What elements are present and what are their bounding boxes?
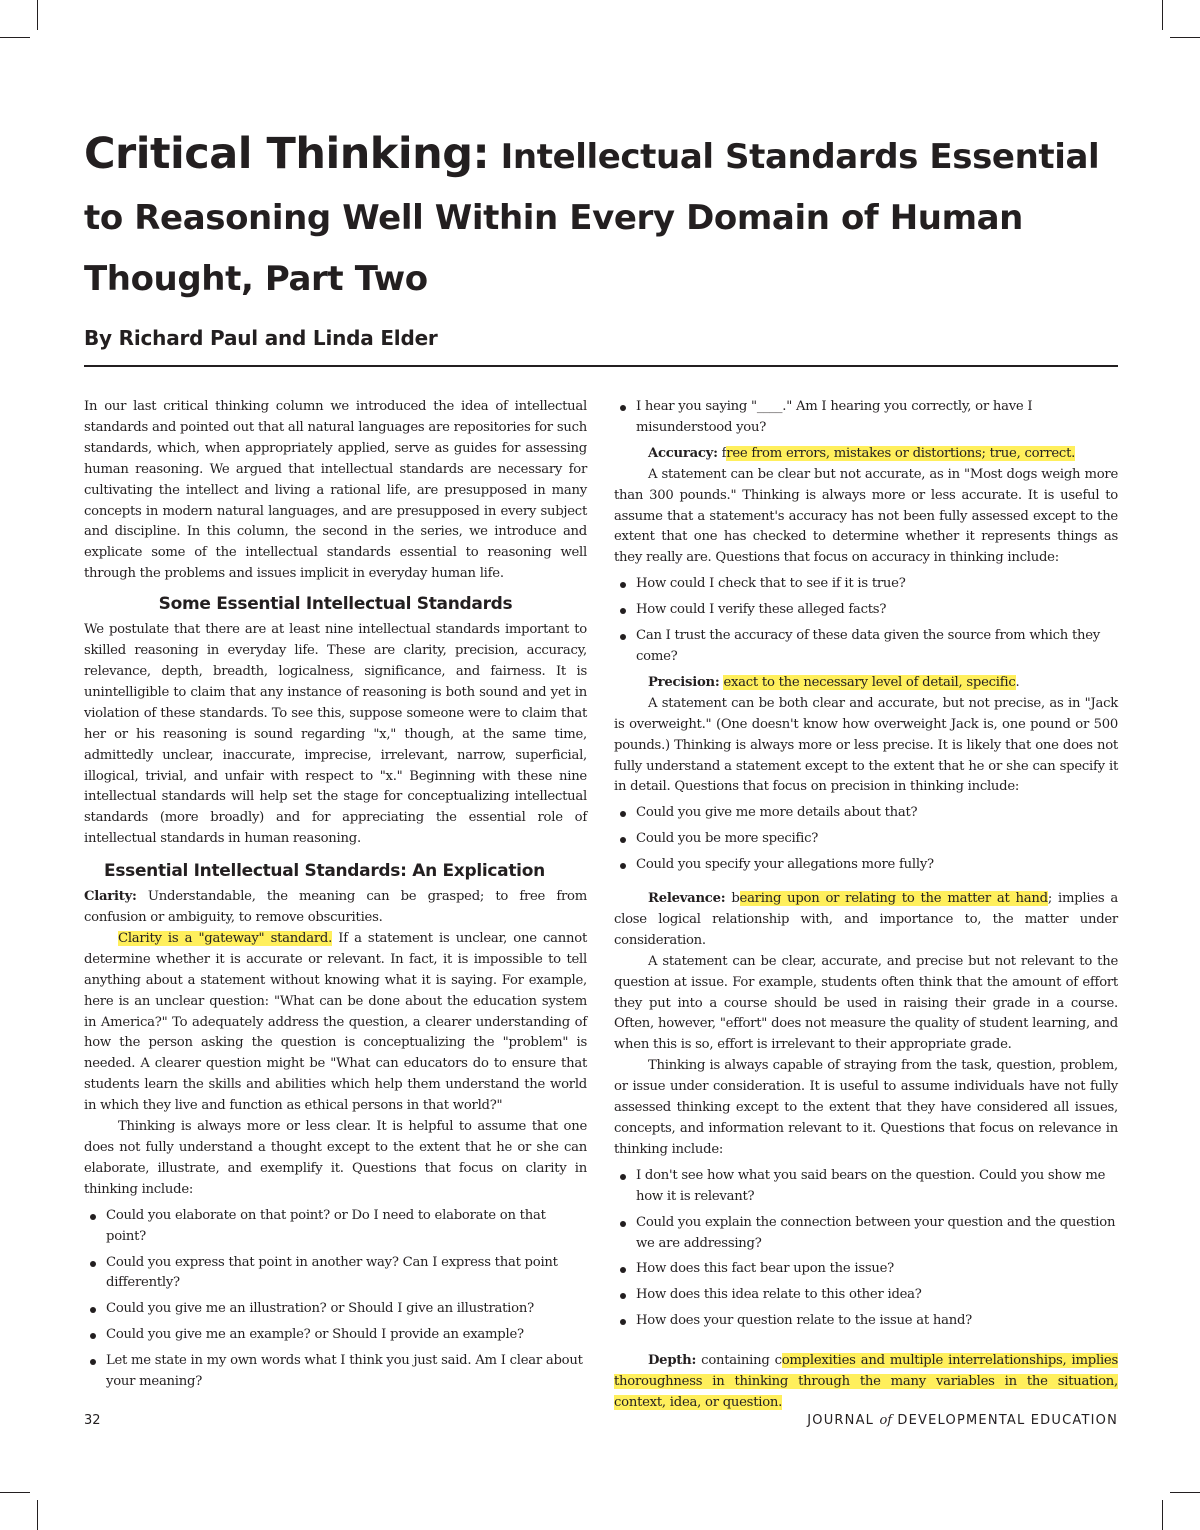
list-item: Could you specify your allegations more fully?: [614, 855, 1118, 876]
clarity-paragraph-2: Thinking is always more or less clear. It is helpful to assume that one does not fully understand a thought except to the extent that he or she can elaborate, illustrate, and exemplify it. Questions that focus on clarity in thinking include:: [84, 1119, 587, 1197]
depth-definition: [614, 1351, 1118, 1414]
clarity-paragraph: [84, 929, 587, 1117]
list-item: Could you express that point in another way? Can I express that point differently?: [84, 1253, 587, 1295]
depth-pre: containing c: [696, 1353, 782, 1369]
section-heading: Some Essential Intellectual Standards: [158, 594, 513, 615]
list-item: Can I trust the accuracy of these data given the source from which they come?: [614, 626, 1118, 668]
crop-mark: [1170, 37, 1200, 38]
accuracy-definition: [614, 444, 1118, 465]
journal-name-of: of: [879, 1413, 893, 1428]
list-item: Could you explain the connection between your question and the question we are addressing?: [614, 1213, 1118, 1255]
list-item: I don't see how what you said bears on the question. Could you show me how it is relevant?: [614, 1166, 1118, 1208]
precision-term: Precision:: [648, 674, 720, 690]
relevance-questions: [614, 1166, 1118, 1332]
highlighted-text: Clarity is a "gateway" standard.: [118, 930, 333, 946]
right-column: [614, 397, 1118, 1414]
precision-questions: [614, 803, 1118, 876]
list-item: How does this idea relate to this other idea?: [614, 1285, 1118, 1306]
section-heading: Essential Intellectual Standards: An Explication: [104, 861, 545, 882]
list-item: How does your question relate to the issue at hand?: [614, 1311, 1118, 1332]
journal-name: [807, 1413, 1118, 1428]
list-item: Could you give me more details about that?: [614, 803, 1118, 824]
list-item: Could you give me an illustration? or Should I give an illustration?: [84, 1299, 587, 1320]
depth-term: Depth:: [648, 1353, 697, 1369]
accuracy-paragraph: A statement can be clear but not accurate, as in "Most dogs weigh more than 300 pounds." Thinking is always more or less accurate. It is useful to assume that a statement's accuracy has not been fully assessed except to the extent that one has checked to determine whether it represents things as they really are. Questions that focus on accuracy in thinking include:: [614, 466, 1118, 566]
highlighted-text: omplexities and multiple interrelationships, implies thoroughness in thinking through the many variables in the situation, context, idea, or question.: [614, 1353, 1118, 1410]
journal-name-b: DEVELOPMENTAL EDUCATION: [892, 1413, 1118, 1428]
accuracy-pre: f: [717, 445, 727, 461]
precision-paragraph: A statement can be both clear and accurate, but not precise, as in "Jack is overweight." (One doesn't know how overweight Jack is, one pound or 500 pounds.) Thinking is always more or less precise. It is likely that one does not fully understand a statement except to the extent that he or she can specify it in detail. Questions that focus on precision in thinking include:: [614, 695, 1118, 795]
list-item: How does this fact bear upon the issue?: [614, 1259, 1118, 1280]
list-item: Could you be more specific?: [614, 829, 1118, 850]
crop-mark: [0, 37, 30, 38]
relevance-paragraph: A statement can be clear, accurate, and precise but not relevant to the question at issue. For example, students often think that the amount of effort they put into a course should be used in raising their grade in a course. Often, however, "effort" does not measure the quality of student learning, and when this is so, effort is irrelevant to their appropriate grade.: [614, 953, 1118, 1053]
crop-mark: [0, 1492, 30, 1493]
journal-name-a: JOURNAL: [807, 1413, 880, 1428]
page-title: [84, 124, 1124, 310]
byline: By Richard Paul and Linda Elder: [84, 326, 438, 350]
accuracy-term: Accuracy:: [648, 445, 718, 461]
header-rule: [84, 365, 1118, 367]
accuracy-questions: [614, 574, 1118, 668]
standards-paragraph: We postulate that there are at least nine intellectual standards important to skilled reasoning in everyday life. These are clarity, precision, accuracy, relevance, depth, breadth, logicalness, significance, and fairness. It is unintelligible to claim that any instance of reasoning is both sound and yet in violation of these standards. To see this, suppose someone were to claim that her or his reasoning is sound regarding "x," though, at the same time, admittedly unclear, inaccurate, imprecise, irrelevant, narrow, superficial, illogical, trivial, and unfair with respect to "x." Beginning with these nine intellectual standards will help set the stage for conceptualizing intellectual standards (more broadly) and for appreciating the essential role of intellectual standards in human reasoning.: [84, 622, 587, 847]
relevance-term: Relevance:: [648, 891, 726, 907]
list-item: How could I check that to see if it is true?: [614, 574, 1118, 595]
list-item: Could you elaborate on that point? or Do I need to elaborate on that point?: [84, 1206, 587, 1248]
list-item: How could I verify these alleged facts?: [614, 600, 1118, 621]
crop-mark: [1162, 0, 1163, 30]
relevance-definition: [614, 889, 1118, 952]
crop-mark: [1170, 1492, 1200, 1493]
list-item: I hear you saying "____." Am I hearing you correctly, or have I misunderstood you?: [614, 397, 1118, 439]
clarity-questions: [84, 1206, 587, 1393]
highlighted-text: ree from errors, mistakes or distortions; true, correct.: [726, 445, 1076, 461]
highlighted-text: earing upon or relating to the matter at hand: [739, 891, 1048, 907]
crop-mark: [1162, 1500, 1163, 1530]
clarity-definition: [84, 887, 587, 929]
page-number: 32: [84, 1413, 101, 1428]
left-column: [84, 397, 587, 1398]
title-lead: Critical Thinking:: [84, 129, 490, 179]
crop-mark: [37, 0, 38, 30]
intro-paragraph: In our last critical thinking column we introduced the idea of intellectual standards and pointed out that all natural languages are repositories for such standards, which, when appropriately applied, serve as guides for assessing human reasoning. We argued that intellectual standards are necessary for cultivating the intellect and living a rational life, are presupposed in many concepts in modern natural languages, and are presupposed in every subject and discipline. In this column, the second in the series, we introduce and explicate some of the intellectual standards essential to reasoning well through the problems and issues implicit in everyday human life.: [84, 399, 587, 582]
list-item: Let me state in my own words what I think you just said. Am I clear about your meaning?: [84, 1351, 587, 1393]
continued-questions: [614, 397, 1118, 439]
title-rest: Intellectual Standards Essential to Reasoning Well Within Every Domain of Human Thought, Part Two: [84, 137, 1100, 299]
precision-post: .: [1015, 674, 1020, 690]
relevance-paragraph-2: Thinking is always capable of straying from the task, question, problem, or issue under consideration. It is useful to assume individuals have not fully assessed thinking except to the extent that they have considered all issues, concepts, and information relevant to it. Questions that focus on relevance in thinking include:: [614, 1058, 1118, 1157]
clarity-def: Understandable, the meaning can be grasped; to free from confusion or ambiguity, to remove obscurities.: [84, 889, 587, 926]
highlighted-text: exact to the necessary level of detail, specific: [723, 674, 1016, 690]
relevance-post: ; implies a close logical relationship with, and importance to, the matter under consideration.: [614, 891, 1118, 948]
precision-definition: [614, 673, 1118, 694]
relevance-pre: b: [725, 891, 740, 907]
list-item: Could you give me an example? or Should I provide an example?: [84, 1325, 587, 1346]
clarity-text: If a statement is unclear, one cannot determine whether it is accurate or relevant. In fact, it is impossible to tell anything about a statement without knowing what it is saying. For example, here is an unclear question: "What can be done about the education system in America?" To adequately address the question, a clearer understanding of how the person asking the question is conceptualizing the "problem" is needed. A clearer question might be "What can educators do to ensure that students learn the skills and abilities which help them understand the world in which they live and function as ethical persons in that world?": [84, 930, 587, 1114]
crop-mark: [37, 1500, 38, 1530]
clarity-term: Clarity:: [84, 889, 137, 905]
